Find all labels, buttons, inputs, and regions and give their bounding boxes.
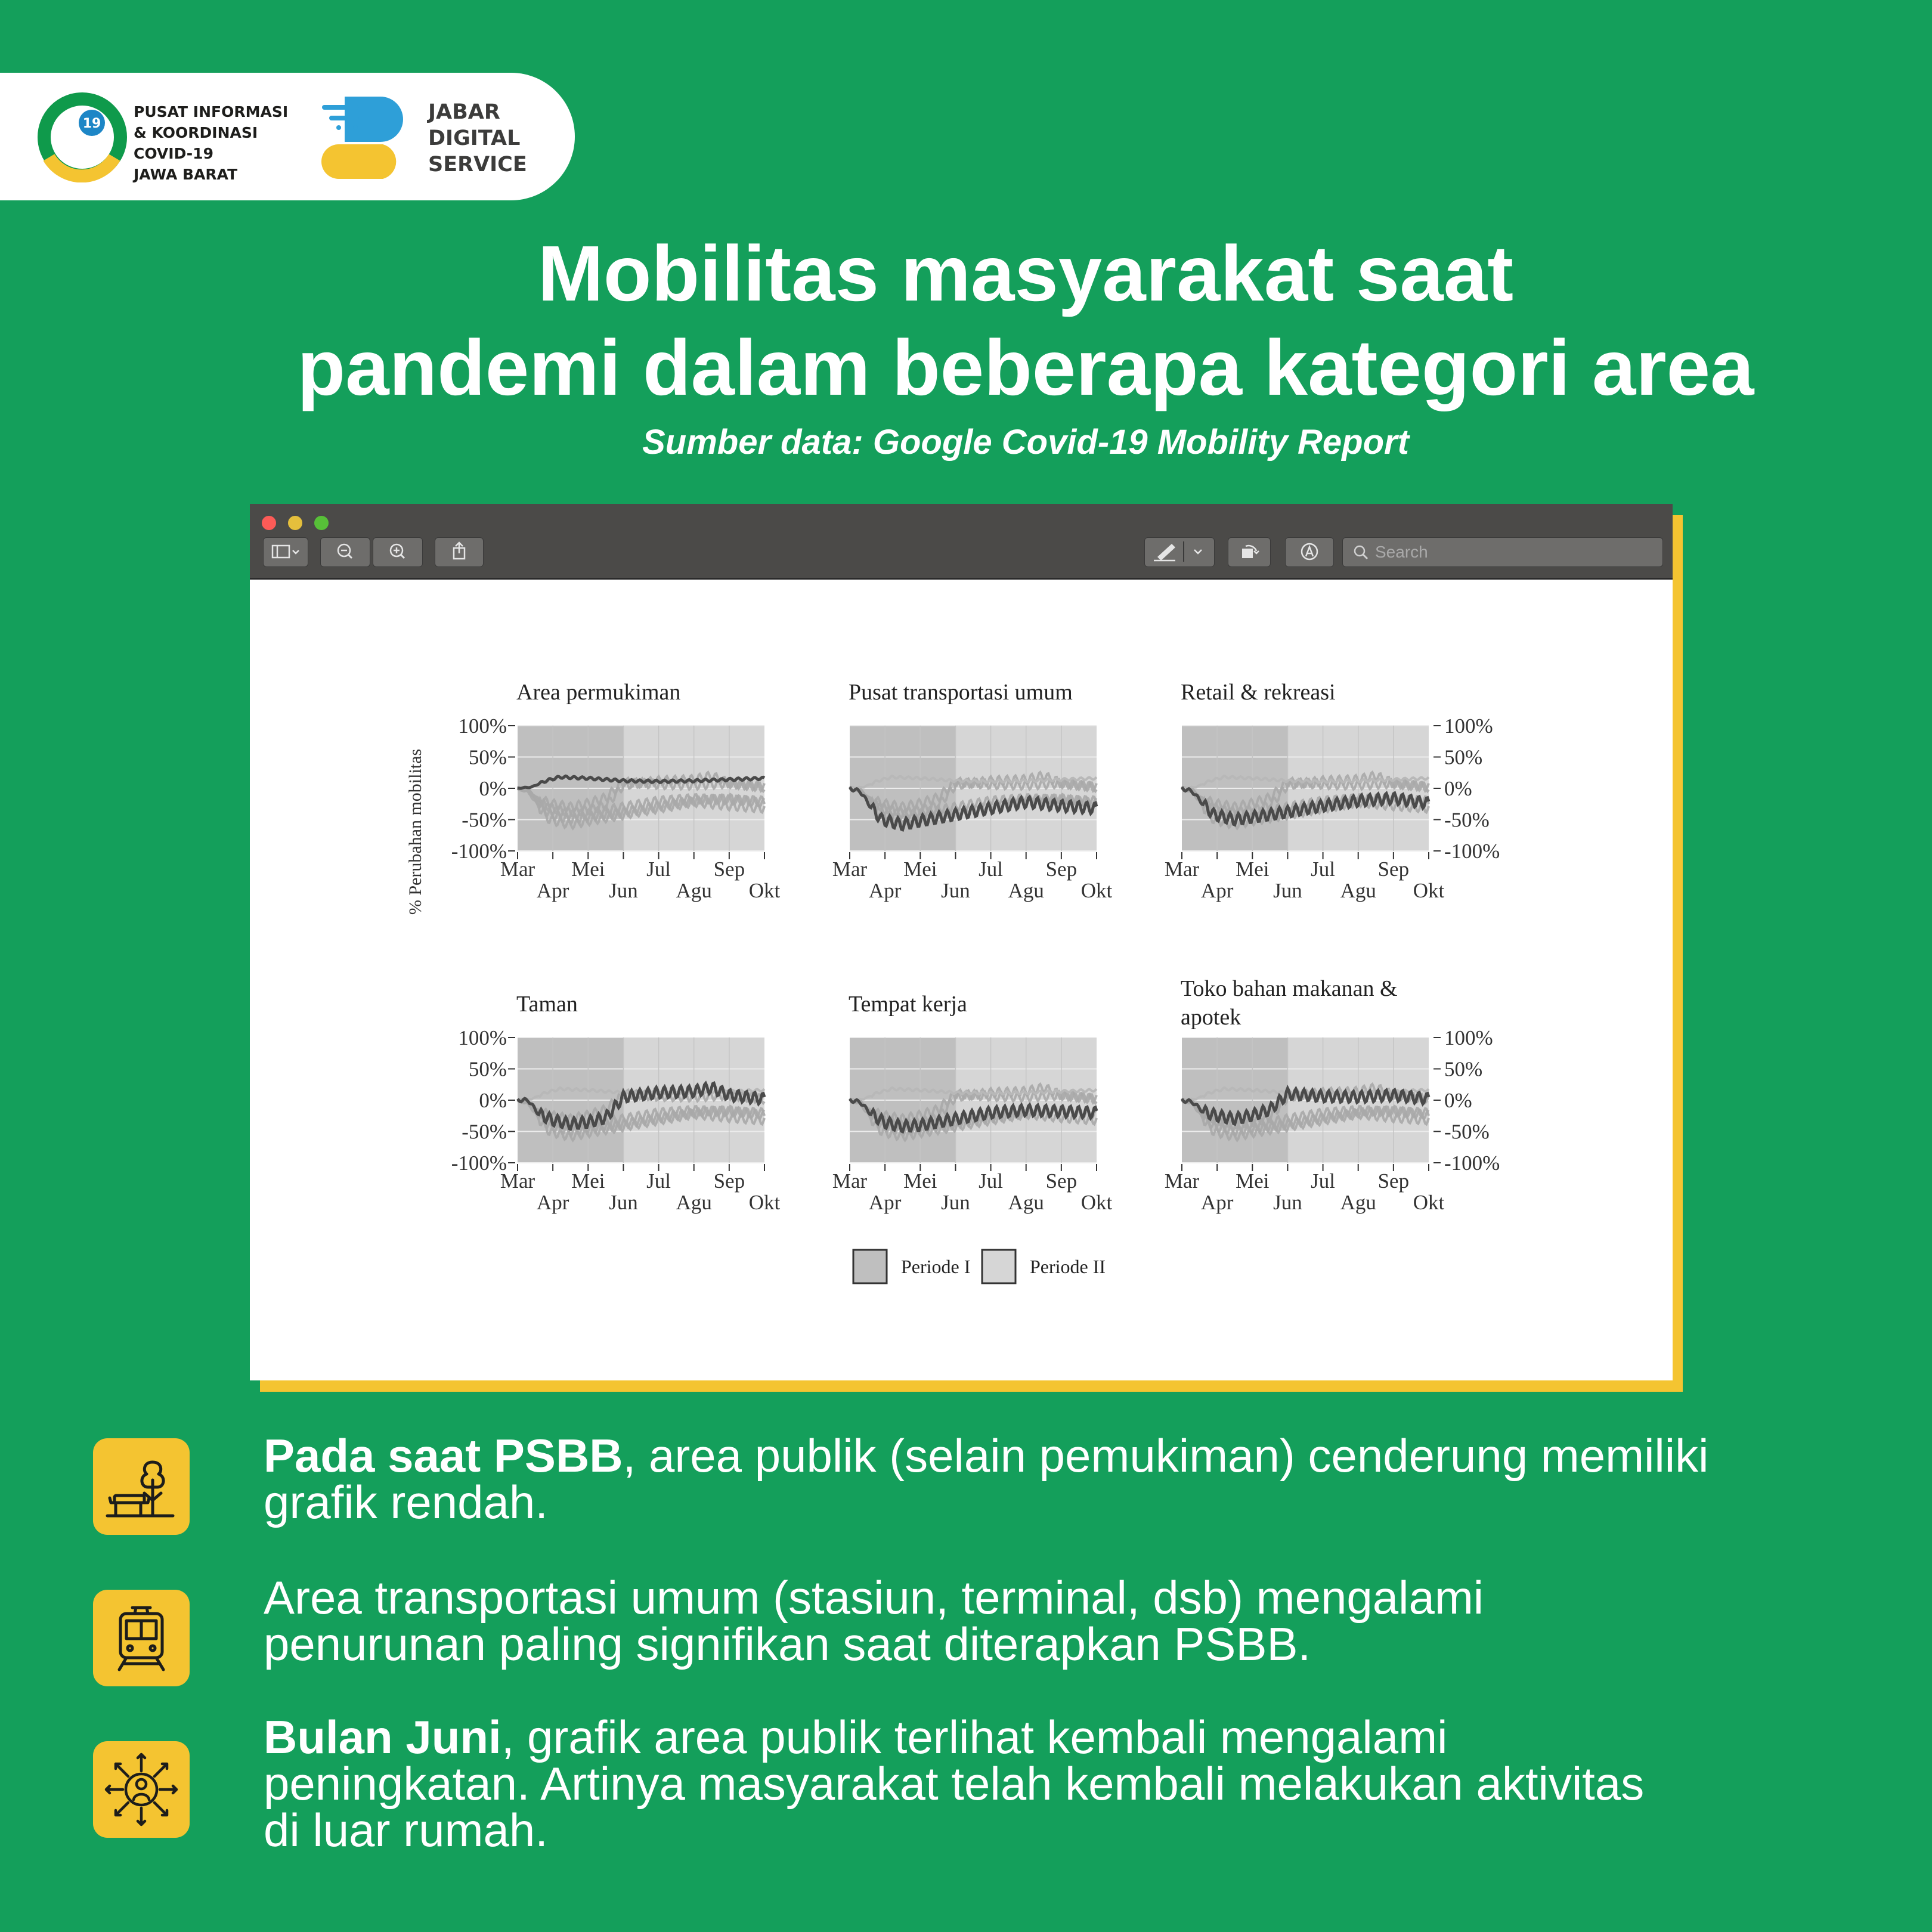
logo-bar — [0, 73, 575, 200]
x-tick-label: Jul — [1311, 857, 1336, 881]
zoom-out-button[interactable] — [320, 537, 370, 567]
close-window-button[interactable] — [262, 516, 276, 530]
y-tick-label: 50% — [468, 745, 507, 769]
y-tick-label: -100% — [1444, 840, 1500, 863]
x-tick-label: Mei — [903, 1169, 937, 1193]
bullet-body: Area transportasi umum (stasiun, terminal, dsb) mengalami — [264, 1571, 1484, 1624]
chart-panel — [1165, 680, 1500, 902]
x-tick-label: Apr — [1200, 1191, 1234, 1214]
logo-line: DIGITAL — [428, 126, 521, 150]
panel-title: Taman — [516, 992, 578, 1017]
x-tick-label: Jun — [609, 879, 638, 902]
y-tick-label: -100% — [451, 1151, 507, 1175]
x-tick-label: Apr — [536, 879, 569, 902]
bullet-body: penurunan paling signifikan saat diterapkan PSBB. — [264, 1618, 1311, 1670]
x-tick-label: Mei — [571, 1169, 605, 1193]
x-tick-label: Sep — [1045, 1169, 1078, 1193]
window-toolbar — [250, 504, 1673, 580]
x-tick-label: Jul — [979, 857, 1004, 881]
search-field[interactable] — [1342, 537, 1663, 567]
share-icon — [436, 538, 482, 565]
x-tick-label: Apr — [868, 879, 902, 902]
x-tick-label: Okt — [1413, 1191, 1445, 1214]
bullet-body: di luar rumah. — [264, 1804, 548, 1856]
x-tick-label: Agu — [1340, 1191, 1376, 1214]
bullet-body: , grafik area publik terlihat kembali mengalami — [501, 1711, 1448, 1763]
x-tick-label: Okt — [1080, 879, 1113, 902]
x-tick-label: Okt — [1080, 1191, 1113, 1214]
x-tick-label: Jul — [979, 1169, 1004, 1193]
search-placeholder: Search — [1375, 543, 1428, 561]
legend-swatch — [853, 1250, 887, 1283]
logo-line: & KOORDINASI — [134, 124, 258, 141]
x-tick-label: Mar — [1164, 1169, 1200, 1193]
annotate-icon — [1286, 538, 1333, 565]
chart-panel — [451, 680, 781, 902]
x-tick-label: Okt — [1413, 879, 1445, 902]
minimize-window-button[interactable] — [288, 516, 302, 530]
x-tick-label: Mei — [571, 857, 605, 881]
x-tick-label: Agu — [676, 1191, 712, 1214]
x-tick-label: Agu — [1008, 879, 1044, 902]
x-tick-label: Sep — [713, 1169, 745, 1193]
x-tick-label: Jun — [1273, 1191, 1302, 1214]
page-title-line: Mobilitas masyarakat saat — [537, 230, 1514, 317]
x-tick-label: Agu — [1340, 879, 1376, 902]
x-tick-label: Okt — [748, 879, 781, 902]
y-axis-label: % Perubahan mobilitas — [405, 748, 425, 915]
y-tick-label: 100% — [458, 1026, 507, 1049]
y-tick-label: -50% — [462, 1120, 507, 1144]
x-tick-label: Agu — [1008, 1191, 1044, 1214]
chart-legend — [853, 1250, 1106, 1283]
y-tick-label: -100% — [1444, 1151, 1500, 1175]
y-tick-label: 100% — [1444, 1026, 1493, 1049]
bullet-text-2 — [264, 1571, 1897, 1670]
share-button[interactable] — [435, 537, 484, 567]
x-tick-label: Mar — [832, 1169, 868, 1193]
x-tick-label: Mar — [1164, 857, 1200, 881]
x-tick-label: Mar — [500, 1169, 535, 1193]
y-tick-label: 0% — [479, 777, 507, 800]
logo-line: JAWA BARAT — [134, 166, 238, 183]
markup-pen-icon — [1145, 538, 1213, 565]
legend-swatch — [982, 1250, 1015, 1283]
x-tick-label: Apr — [868, 1191, 902, 1214]
jabar-digital-service-logo-icon — [321, 92, 414, 181]
x-tick-label: Jul — [646, 857, 671, 881]
x-tick-label: Okt — [748, 1191, 781, 1214]
x-tick-label: Apr — [1200, 879, 1234, 902]
y-tick-label: -50% — [1444, 1120, 1490, 1144]
bullet-icon-1 — [93, 1438, 190, 1535]
bullet-text-1 — [264, 1429, 1897, 1528]
y-tick-label: -100% — [451, 840, 507, 863]
panel-title: Tempat kerja — [849, 992, 967, 1017]
x-tick-label: Mei — [903, 857, 937, 881]
annotate-button[interactable] — [1285, 537, 1334, 567]
x-tick-label: Sep — [1377, 1169, 1410, 1193]
x-tick-label: Mar — [500, 857, 535, 881]
preview-window — [250, 504, 1673, 1380]
x-tick-label: Agu — [676, 879, 712, 902]
chart-panel — [832, 680, 1113, 902]
y-tick-label: 50% — [1444, 1057, 1483, 1081]
jabar-digital-service-logo-text — [428, 99, 527, 178]
chart-panel — [451, 992, 781, 1214]
x-tick-label: Mei — [1236, 1169, 1270, 1193]
x-tick-label: Sep — [1377, 857, 1410, 881]
bullet-text-3 — [264, 1711, 1897, 1856]
x-tick-label: Apr — [536, 1191, 569, 1214]
x-tick-label: Sep — [713, 857, 745, 881]
y-tick-label: 100% — [1444, 714, 1493, 738]
chart-panel — [832, 992, 1113, 1214]
sidebar-toggle-button[interactable] — [263, 537, 308, 567]
legend-label: Periode I — [901, 1256, 971, 1277]
logo-line: PUSAT INFORMASI — [134, 103, 289, 120]
page-title — [179, 227, 1872, 415]
chart-panel — [1165, 976, 1500, 1214]
panel-title: apotek — [1181, 1005, 1241, 1030]
x-tick-label: Mei — [1236, 857, 1270, 881]
panel-title: Area permukiman — [516, 680, 681, 705]
zoom-in-button[interactable] — [373, 537, 423, 567]
chart-area — [250, 578, 1673, 1380]
y-tick-label: 0% — [1444, 1089, 1472, 1112]
y-tick-label: 0% — [1444, 777, 1472, 800]
zoom-out-icon — [321, 538, 369, 565]
people-outward-arrows-icon — [93, 1741, 190, 1838]
bullet-body: peningkatan. Artinya masyarakat telah kembali melakukan aktivitas — [264, 1757, 1645, 1810]
panel-title: Retail & rekreasi — [1181, 680, 1336, 705]
x-tick-label: Sep — [1045, 857, 1078, 881]
legend-label: Periode II — [1030, 1256, 1106, 1277]
y-tick-label: -50% — [462, 808, 507, 832]
panel-title: Pusat transportasi umum — [849, 680, 1073, 705]
y-tick-label: 0% — [479, 1089, 507, 1112]
rotate-icon — [1229, 538, 1270, 565]
x-tick-label: Jun — [609, 1191, 638, 1214]
y-tick-label: 100% — [458, 714, 507, 738]
bullet-body: grafik rendah. — [264, 1476, 548, 1528]
bullet-body: , area publik (selain pemukiman) cenderung memiliki — [623, 1429, 1709, 1482]
x-tick-label: Mar — [832, 857, 868, 881]
x-tick-label: Jun — [941, 1191, 970, 1214]
x-tick-label: Jun — [941, 879, 970, 902]
markup-button[interactable] — [1144, 537, 1215, 567]
train-icon — [93, 1590, 190, 1686]
bullet-bold: Bulan Juni — [264, 1711, 501, 1763]
logo-line: JABAR — [428, 100, 500, 124]
source-caption: Sumber data: Google Covid-19 Mobility Report — [642, 423, 1409, 462]
mobility-chart — [250, 578, 1673, 1380]
page-title-line: pandemi dalam beberapa kategori area — [297, 324, 1754, 411]
panel-title: Toko bahan makanan & — [1181, 976, 1398, 1001]
covid-center-logo-text — [134, 101, 288, 185]
covid-badge-number: 19 — [82, 116, 101, 131]
bullet-bold: Pada saat PSBB — [264, 1429, 623, 1482]
search-icon — [1351, 543, 1370, 562]
rotate-button[interactable] — [1228, 537, 1271, 567]
x-tick-label: Jul — [1311, 1169, 1336, 1193]
zoom-in-icon — [374, 538, 422, 565]
x-tick-label: Jul — [646, 1169, 671, 1193]
y-tick-label: 50% — [468, 1057, 507, 1081]
zoom-window-button[interactable] — [314, 516, 329, 530]
sidebar-icon — [268, 538, 304, 565]
covid-center-logo-icon — [37, 92, 128, 182]
bullet-icon-3 — [93, 1741, 190, 1838]
x-tick-label: Jun — [1273, 879, 1302, 902]
park-bench-tree-icon — [93, 1438, 190, 1535]
y-tick-label: -50% — [1444, 808, 1490, 832]
logo-line: COVID-19 — [134, 145, 213, 162]
y-tick-label: 50% — [1444, 745, 1483, 769]
logo-line: SERVICE — [428, 153, 527, 177]
bullet-icon-2 — [93, 1590, 190, 1686]
